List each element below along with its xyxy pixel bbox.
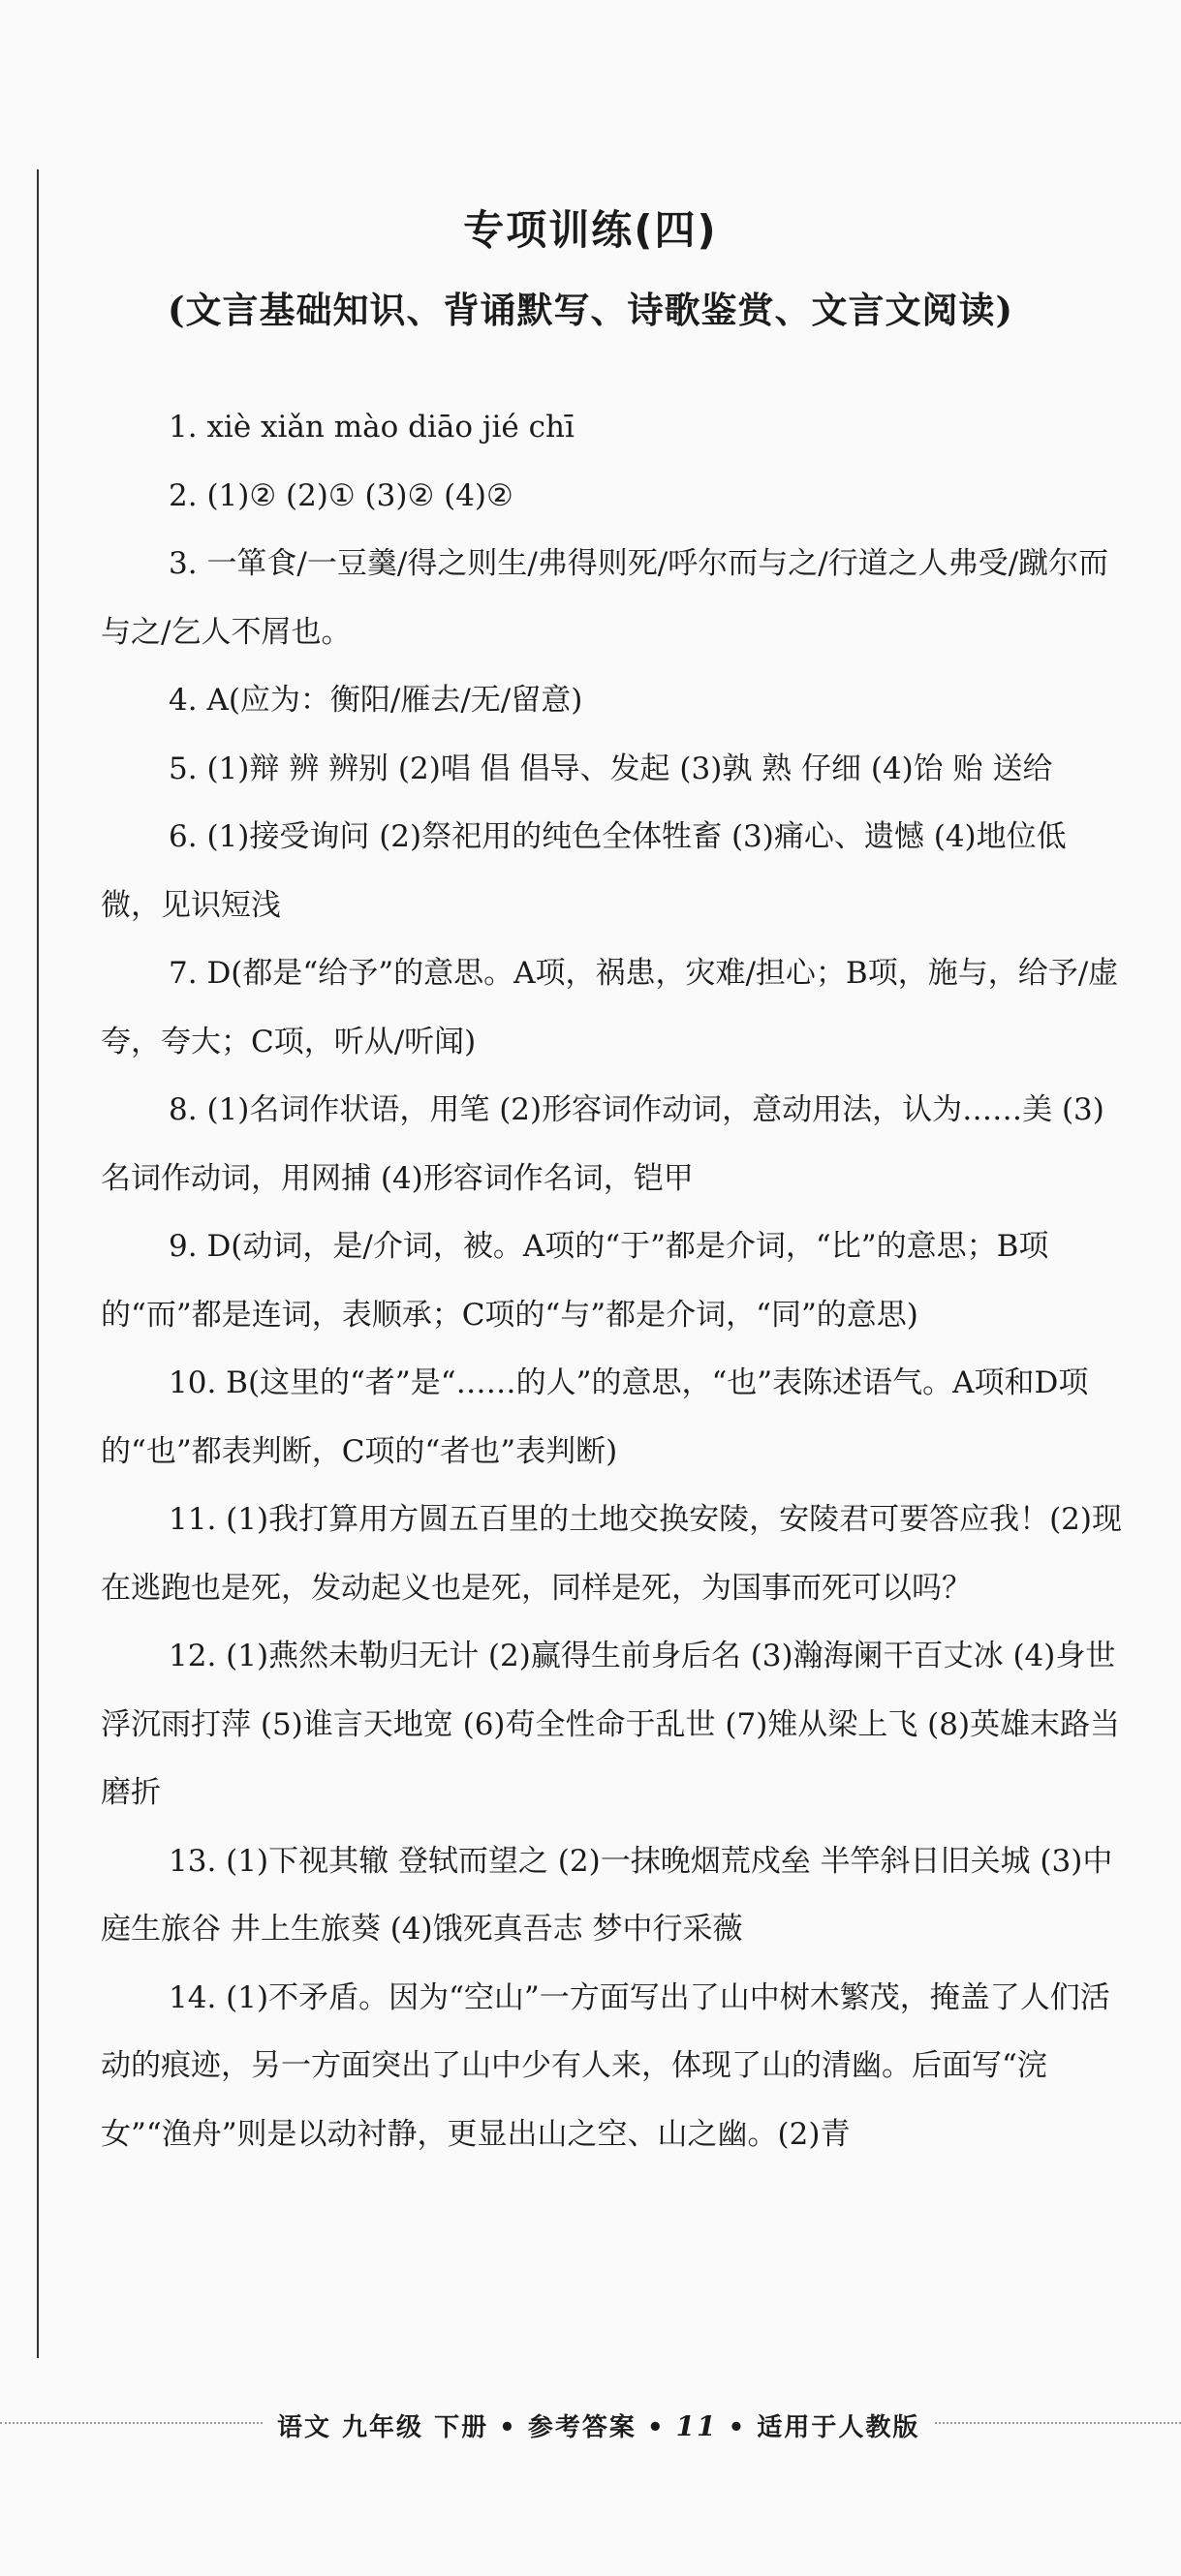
answer-text: (1)名词作状语，用笔 (2)形容词作动词，意动用法，认为……美 (3)名词作动词，用网捕 (4)形容词作名词，铠甲: [101, 1092, 1104, 1196]
page-footer: [264, 2407, 933, 2443]
answer-text: (1)接受询问 (2)祭祀用的纯色全体牲畜 (3)痛心、遗憾 (4)地位低微，见识短浅: [101, 819, 1067, 923]
footer-separator: •: [646, 2413, 666, 2442]
answer-text: (1)② (2)① (3)② (4)②: [206, 477, 513, 513]
answer-number: 11.: [169, 1502, 217, 1537]
answer-text: (1)燕然未勒归无计 (2)赢得生前身后名 (3)瀚海阑干百丈冰 (4)身世浮沉雨打萍 (5)谁言天地宽 (6)苟全性命于乱世 (7)雉从梁上飞 (8)英雄末路当磨折: [101, 1639, 1121, 1810]
answer-item: [101, 462, 1122, 531]
answer-number: 4.: [169, 683, 198, 718]
answer-item: [101, 666, 1122, 735]
answer-item: [101, 1964, 1122, 2169]
answer-number: 8.: [169, 1092, 198, 1127]
answer-number: 1.: [169, 410, 198, 445]
answer-item: [101, 530, 1122, 666]
answer-number: 14.: [169, 1979, 217, 2015]
answer-number: 12.: [169, 1639, 217, 1673]
answer-item: [101, 803, 1122, 939]
answer-number: 3.: [169, 546, 198, 581]
answer-text: xiè xiǎn mào diāo jié chī: [206, 410, 575, 445]
answer-text: (1)下视其辙 登轼而望之 (2)一抹晚烟荒戍垒 半竿斜日旧关城 (3)中庭生旅谷 井上生旅葵 (4)饿死真吾志 梦中行采薇: [101, 1843, 1113, 1947]
answer-number: 6.: [169, 819, 198, 854]
answer-list: [101, 393, 1122, 2168]
answer-number: 2.: [169, 477, 198, 513]
answer-number: 5.: [169, 751, 198, 786]
answer-text: D(动词，是/介词，被。A项的“于”都是介词，“比”的意思；B项的“而”都是连词，表顺承；C项的“与”都是介词，“同”的意思): [101, 1229, 1049, 1333]
footer-separator: •: [499, 2413, 517, 2442]
answer-text: A(应为：衡阳/雁去/无/留意): [206, 683, 583, 718]
answer-item: [101, 1486, 1122, 1622]
answer-text: D(都是“给予”的意思。A项，祸患，灾难/担心；B项，施与，给予/虚夸，夸大；C项，听从/听闻): [101, 956, 1119, 1059]
left-margin-rule: [37, 169, 39, 2358]
answer-number: 10.: [169, 1365, 217, 1400]
answer-item: [101, 393, 1122, 462]
answer-text: (1)我打算用方圆五百里的土地交换安陵，安陵君可要答应我！(2)现在逃跑也是死，发动起义也是死，同样是死，为国事而死可以吗？: [101, 1502, 1122, 1606]
footer-edition: 适用于人教版: [757, 2413, 920, 2442]
answer-item: [101, 1827, 1122, 1964]
answer-text: 一箪食/一豆羹/得之则生/弗得则死/呼尔而与之/行道之人弗受/蹴尔而与之/乞人不屑也。: [101, 546, 1109, 650]
answer-item: [101, 1622, 1122, 1827]
footer-separator: •: [728, 2413, 747, 2442]
answer-item: [101, 1349, 1122, 1486]
answer-text: (1)不矛盾。因为“空山”一方面写出了山中树木繁茂，掩盖了人们活动的痕迹，另一方面突出了山中少有人来，体现了山的清幽。后面写“浣女”“渔舟”则是以动衬静，更显出山之空、山之幽。(2)青: [101, 1979, 1110, 2152]
answer-number: 7.: [169, 956, 198, 991]
answer-text: (1)辩 辨 辨别 (2)唱 倡 倡导、发起 (3)孰 熟 仔细 (4)饴 贻 送给: [206, 751, 1053, 786]
footer-section: 参考答案: [527, 2413, 637, 2442]
answer-item: [101, 939, 1122, 1076]
page-title: 专项训练(四): [463, 206, 718, 254]
answer-item: [101, 1212, 1122, 1349]
footer-book-info: 语文 九年级 下册: [277, 2413, 489, 2442]
answer-item: [101, 1076, 1122, 1212]
answer-number: 13.: [169, 1843, 217, 1879]
page-number: 11: [675, 2410, 718, 2442]
page-subtitle: (文言基础知识、背诵默写、诗歌鉴赏、文言文阅读): [167, 289, 1013, 331]
answer-text: B(这里的“者”是“……的人”的意思，“也”表陈述语气。A项和D项的“也”都表判断，C项的“者也”表判断): [101, 1365, 1089, 1469]
answer-item: [101, 735, 1122, 804]
answer-number: 9.: [169, 1229, 198, 1264]
